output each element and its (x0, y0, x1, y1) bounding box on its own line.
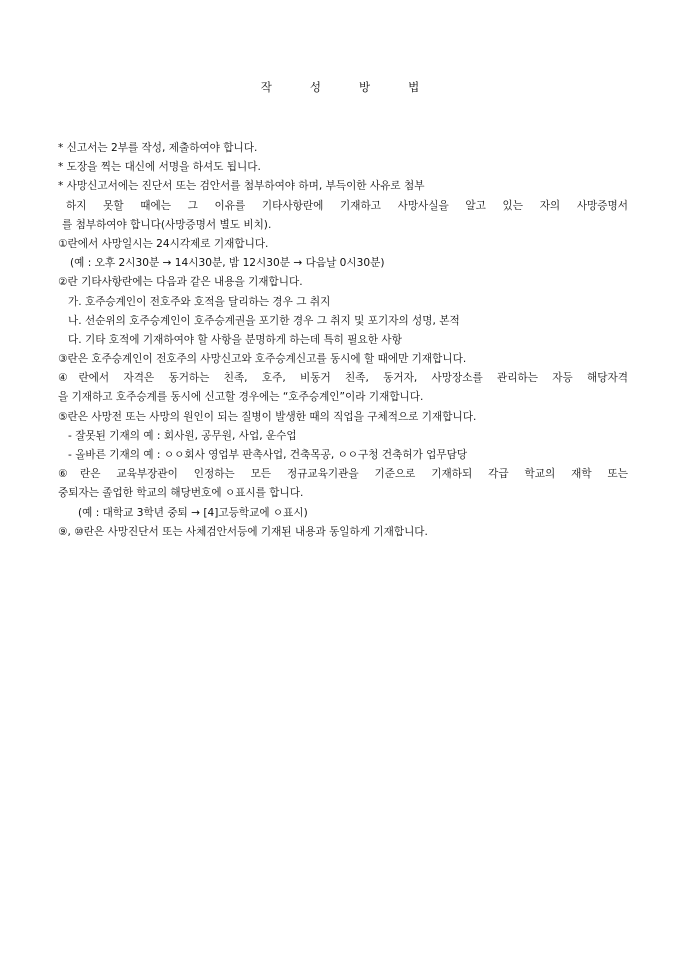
instruction-line: ④란에서 자격은 동거하는 친족, 호주, 비동거 친족, 동거자, 사망장소를 관리하는 자등 해당자격 (58, 372, 628, 385)
instruction-line: ③란은 호주승계인이 전호주의 사망신고와 호주승계신고를 동시에 할 때에만 기재합니다. (58, 353, 467, 366)
instruction-line: ⑨, ⑩란은 사망진단서 또는 사체검안서등에 기재된 내용과 동일하게 기재합니다. (58, 525, 428, 538)
example-line: (예 : 오후 2시30분 → 14시30분, 밤 12시30분 → 다음날 0시30분) (70, 257, 385, 270)
note-line: * 도장을 찍는 대신에 서명을 하셔도 됩니다. (58, 161, 261, 174)
instructions-body (58, 139, 628, 542)
instruction-line: ①란에서 사망일시는 24시각제로 기재합니다. (58, 237, 269, 250)
example-line: - 올바른 기재의 예 : ㅇㅇ회사 영업부 판촉사업, 건축목공, ㅇㅇ구청 건축허가 업무담당 (68, 449, 468, 461)
note-line: 하지 못할 때에는 그 이유를 기타사항란에 기재하고 사망사실을 알고 있는 자의 사망증명서 (66, 199, 628, 212)
title-char: 방 (359, 80, 371, 94)
note-line: 를 첨부하여야 합니다(사망증명서 별도 비치). (62, 218, 272, 231)
instruction-line: 을 기재하고 호주승계를 동시에 신고할 경우에는 “호주승계인”이라 기재합니다. (58, 391, 424, 404)
title-char: 성 (309, 80, 321, 94)
title-char: 작 (260, 80, 272, 94)
page-title (0, 79, 680, 95)
instruction-line: ⑤란은 사망전 또는 사망의 원인이 되는 질병이 발생한 때의 직업을 구체적으로 기재합니다. (58, 410, 477, 423)
note-line: * 사망신고서에는 진단서 또는 검안서를 첨부하여야 하며, 부득이한 사유로 첨부 (58, 180, 425, 193)
example-line: (예 : 대학교 3학년 중퇴 → [4]고등학교에 ㅇ표시) (78, 506, 308, 519)
instruction-line: 중퇴자는 졸업한 학교의 해당번호에 ㅇ표시를 합니다. (58, 487, 304, 500)
sub-item-line: 다. 기타 호적에 기재하여야 할 사항을 분명하게 하는데 특히 필요한 사항 (68, 333, 402, 346)
sub-item-line: 나. 선순위의 호주승계인이 호주승계권을 포기한 경우 그 취지 및 포기자의 성명, 본적 (68, 314, 460, 327)
instruction-line: ⑥란은 교육부장관이 인정하는 모든 정규교육기관을 기준으로 기재하되 각급 학교의 재학 또는 (58, 468, 628, 481)
example-line: - 잘못된 기재의 예 : 회사원, 공무원, 사업, 운수업 (68, 429, 297, 442)
sub-item-line: 가. 호주승계인이 전호주와 호적을 달리하는 경우 그 취지 (68, 295, 331, 308)
title-char: 법 (408, 80, 420, 94)
note-line: * 신고서는 2부를 작성, 제출하여야 합니다. (58, 142, 258, 154)
instruction-line: ②란 기타사항란에는 다음과 같은 내용을 기재합니다. (58, 276, 303, 289)
